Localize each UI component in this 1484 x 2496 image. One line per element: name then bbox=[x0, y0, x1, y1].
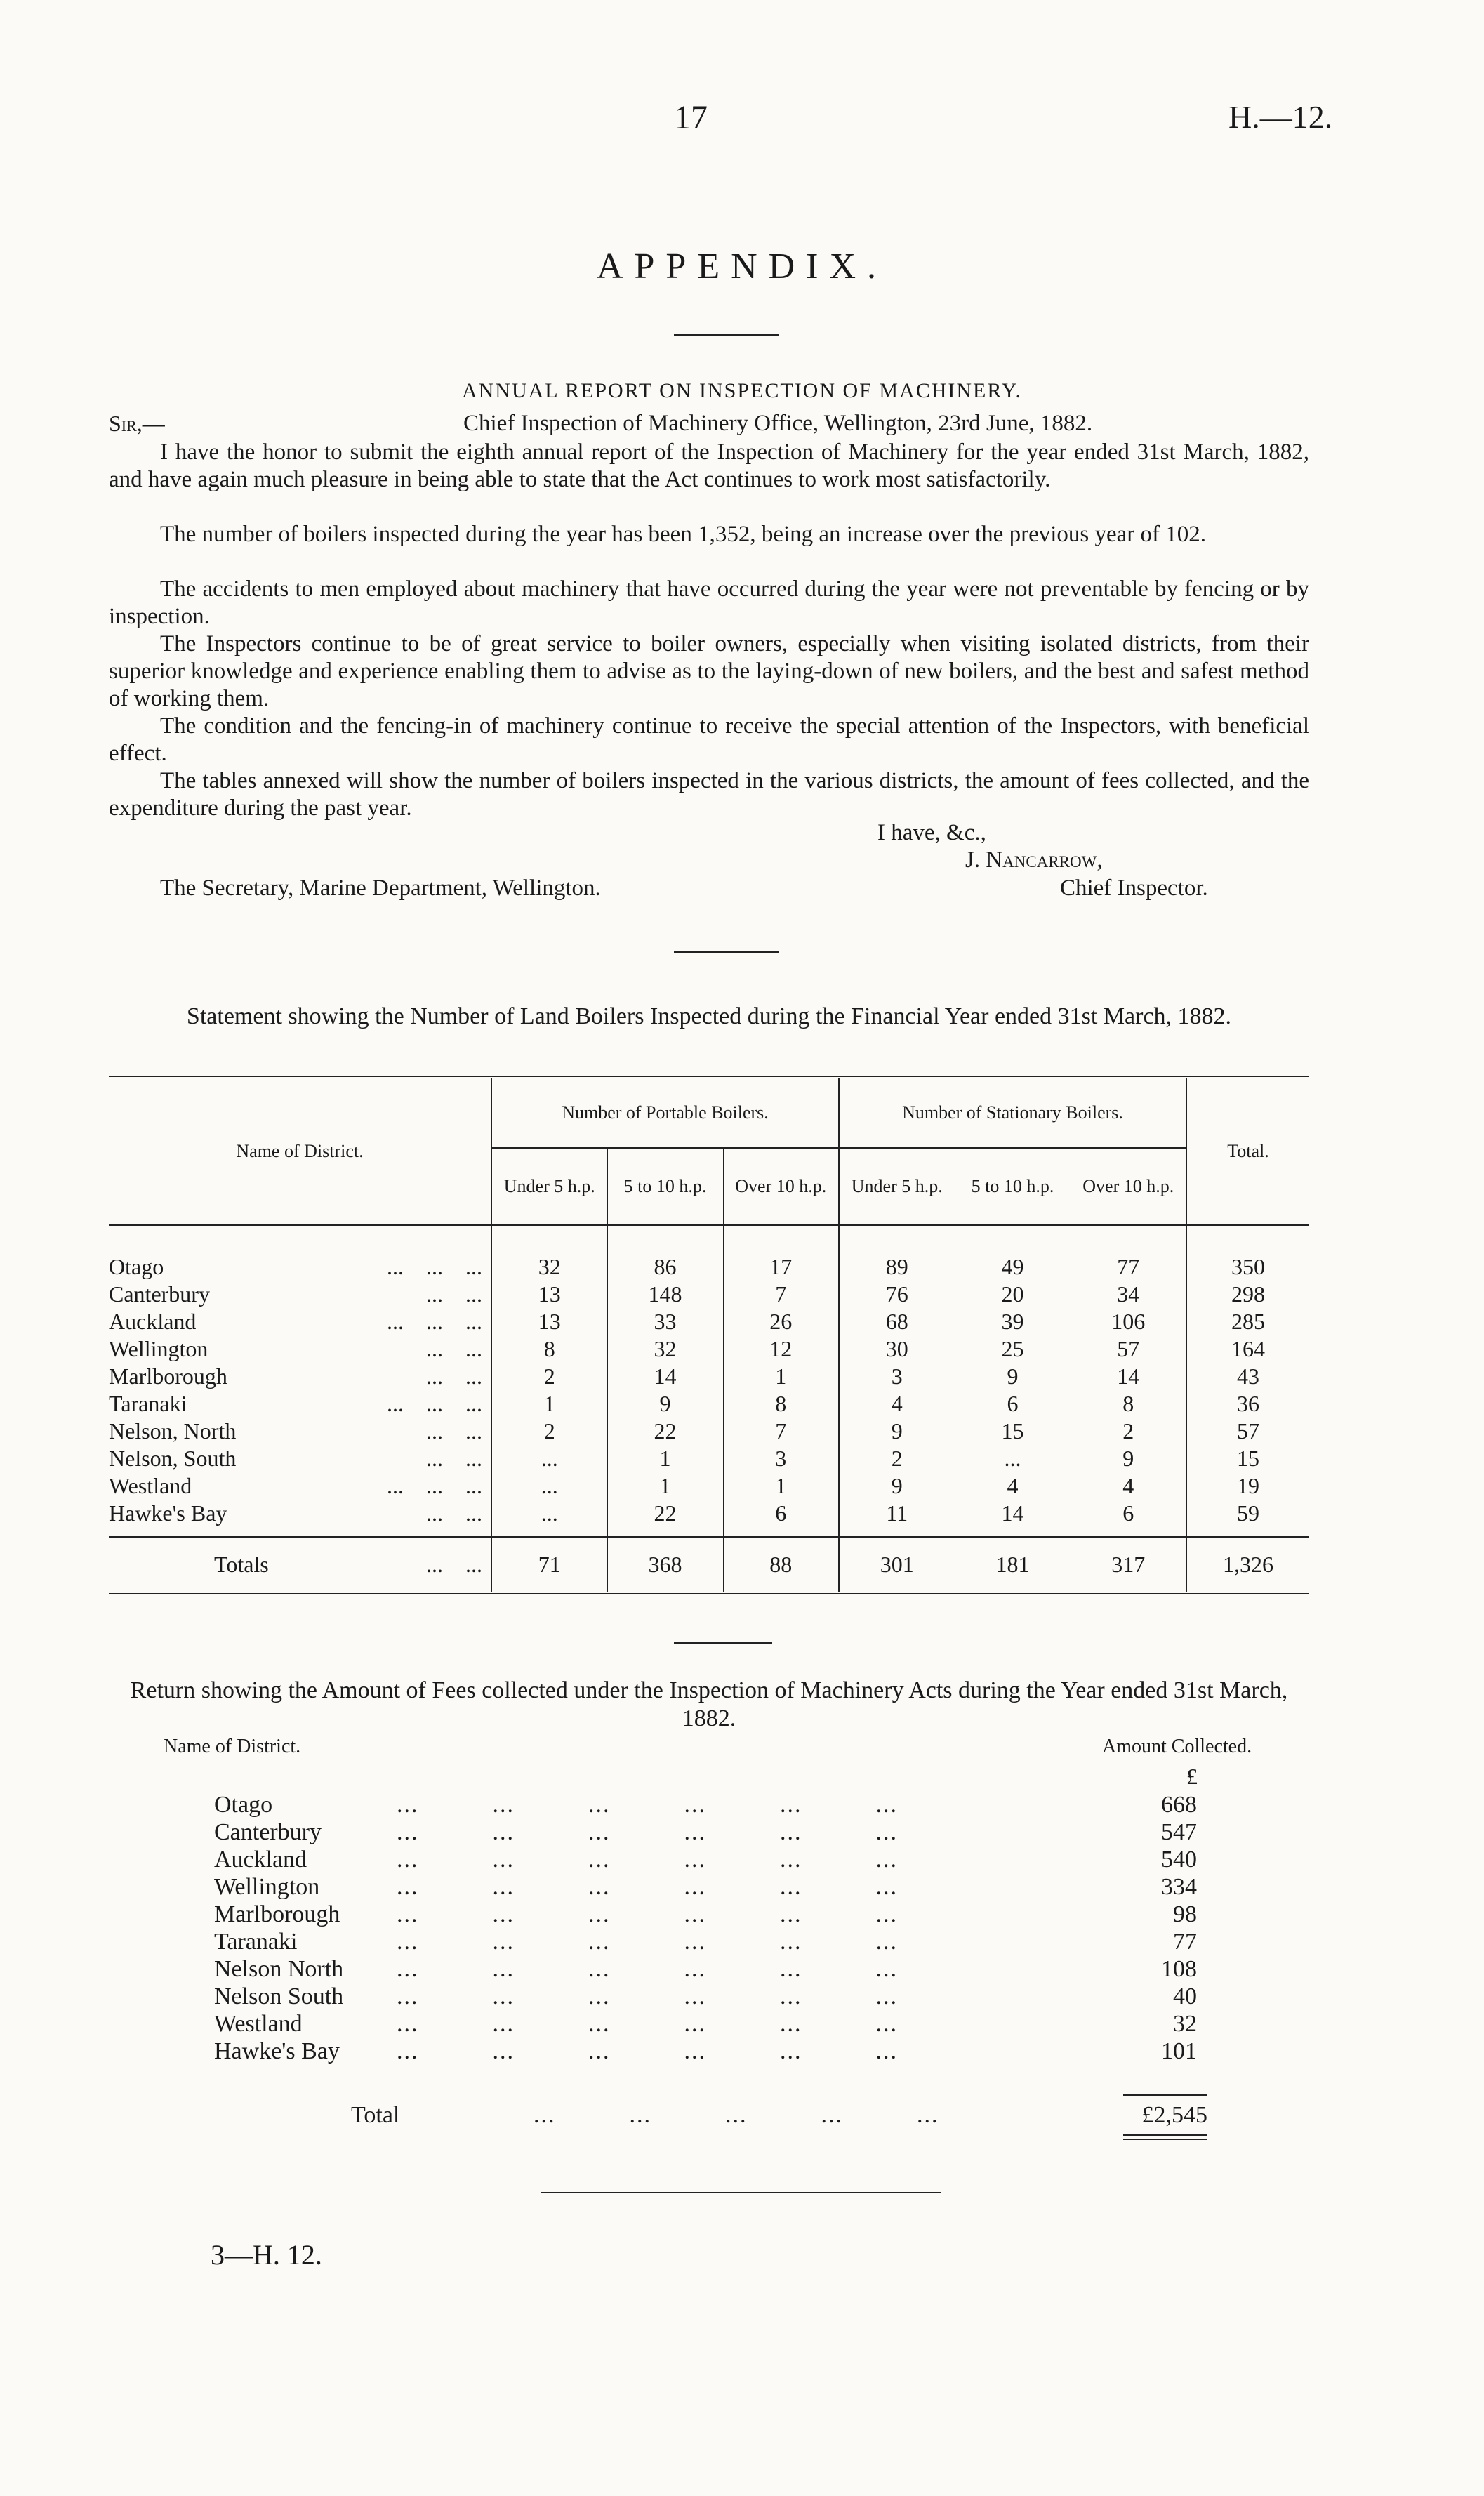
leader-dots: ... ... ... ... ... ... bbox=[397, 1983, 898, 2009]
cell-total: 1,326 bbox=[1186, 1537, 1309, 1593]
cell-total: 43 bbox=[1186, 1363, 1309, 1390]
table-row bbox=[109, 1225, 1309, 1281]
col-header-district: Name of District. bbox=[109, 1078, 491, 1225]
district-name: Otago bbox=[109, 1254, 164, 1279]
cell-p1: ... bbox=[491, 1445, 607, 1472]
section-divider bbox=[674, 951, 779, 953]
leader-dots: ... ... bbox=[426, 1335, 482, 1361]
cell-p1: 32 bbox=[491, 1225, 607, 1281]
cell-s3: 6 bbox=[1071, 1500, 1186, 1527]
fees-row bbox=[214, 1956, 1197, 1983]
section-divider bbox=[674, 1642, 772, 1644]
cell-s1: 9 bbox=[839, 1472, 955, 1500]
district-name: Auckland bbox=[109, 1308, 197, 1334]
cell-s3: 106 bbox=[1071, 1308, 1186, 1335]
report-paragraph: The number of boilers inspected during the year has been 1,352, being an increase over the previous year of 102. bbox=[160, 522, 1206, 547]
leader-dots: ... ... ... bbox=[387, 1390, 482, 1416]
district-name: Westland bbox=[109, 1472, 192, 1498]
cell-s1: 68 bbox=[839, 1308, 955, 1335]
cell-p1: 2 bbox=[491, 1363, 607, 1390]
currency-symbol: £ bbox=[1186, 1764, 1198, 1789]
cell-p3: 88 bbox=[723, 1537, 839, 1593]
cell-p3: 12 bbox=[723, 1335, 839, 1363]
fees-row bbox=[214, 1819, 1197, 1847]
cell-s2: 20 bbox=[955, 1281, 1071, 1308]
salutation: Sir,— bbox=[109, 411, 165, 436]
title-divider bbox=[674, 334, 779, 336]
cell-p1: 71 bbox=[491, 1537, 607, 1593]
statement-title: Statement showing the Number of Land Boilers Inspected during the Financial Year ended 31st March, 1882. bbox=[186, 1003, 1232, 1029]
cell-s3: 14 bbox=[1071, 1363, 1186, 1390]
leader-dots: ... ... ... ... ... bbox=[534, 2102, 939, 2128]
fees-row bbox=[214, 1792, 1197, 1819]
table-row bbox=[109, 1445, 1309, 1472]
cell-s1: 3 bbox=[839, 1363, 955, 1390]
table-row bbox=[109, 1418, 1309, 1445]
addressee: The Secretary, Marine Department, Wellington. bbox=[160, 876, 601, 901]
fees-row bbox=[214, 2011, 1197, 2038]
cell-s2: 49 bbox=[955, 1225, 1071, 1281]
page-title: APPENDIX. bbox=[596, 246, 888, 286]
leader-dots: ... ... bbox=[426, 1281, 482, 1307]
cell-total: 298 bbox=[1186, 1281, 1309, 1308]
fees-row bbox=[214, 2038, 1197, 2066]
cell-s2: 9 bbox=[955, 1363, 1071, 1390]
cell-p1: 13 bbox=[491, 1308, 607, 1335]
cell-p1: 1 bbox=[491, 1390, 607, 1418]
signer-title: Chief Inspector. bbox=[1060, 876, 1208, 901]
total-double-rule bbox=[1123, 2139, 1207, 2140]
footer-divider bbox=[541, 2192, 941, 2193]
cell-s1: 11 bbox=[839, 1500, 955, 1527]
cell-s3: 4 bbox=[1071, 1472, 1186, 1500]
report-paragraph: I have the honor to submit the eighth annual report of the Inspection of Machinery for the year ended 31st March, 1882, and have again much pleasure in being able to state that the Act continues to work most satisfactorily. bbox=[109, 440, 1309, 492]
fees-total-label: Total bbox=[351, 2102, 400, 2128]
cell-s1: 2 bbox=[839, 1445, 955, 1472]
amount-collected: 98 bbox=[1173, 1901, 1197, 1927]
report-paragraph: The tables annexed will show the number of boilers inspected in the various districts, the amount of fees collected, and the expenditure during the past year. bbox=[109, 768, 1309, 821]
cell-p2: 22 bbox=[607, 1418, 723, 1445]
cell-s3: 77 bbox=[1071, 1225, 1186, 1281]
col-header-over10: Over 10 h.p. bbox=[723, 1148, 839, 1225]
leader-dots: ... ... ... ... ... ... bbox=[397, 2011, 898, 2037]
cell-p2: 368 bbox=[607, 1537, 723, 1593]
cell-total: 19 bbox=[1186, 1472, 1309, 1500]
leader-dots: ... ... bbox=[426, 1551, 482, 1577]
cell-s1: 9 bbox=[839, 1418, 955, 1445]
cell-p3: 8 bbox=[723, 1390, 839, 1418]
cell-total: 59 bbox=[1186, 1500, 1309, 1527]
cell-s3: 9 bbox=[1071, 1445, 1186, 1472]
report-paragraph: The accidents to men employed about machinery that have occurred during the year were not preventable by fencing or by inspection. bbox=[109, 576, 1309, 629]
cell-p1: 2 bbox=[491, 1418, 607, 1445]
signer-name: J. Nancarrow, bbox=[965, 847, 1103, 873]
cell-s1: 76 bbox=[839, 1281, 955, 1308]
cell-total: 15 bbox=[1186, 1445, 1309, 1472]
table-row bbox=[109, 1363, 1309, 1390]
cell-s3: 34 bbox=[1071, 1281, 1186, 1308]
amount-collected: 40 bbox=[1173, 1983, 1197, 2009]
cell-s2: 6 bbox=[955, 1390, 1071, 1418]
leader-dots: ... ... bbox=[426, 1500, 482, 1526]
fees-row bbox=[214, 1929, 1197, 1956]
cell-p3: 7 bbox=[723, 1418, 839, 1445]
cell-p2: 22 bbox=[607, 1500, 723, 1527]
district-name: Wellington bbox=[109, 1335, 208, 1361]
cell-p2: 32 bbox=[607, 1335, 723, 1363]
leader-dots: ... ... bbox=[426, 1418, 482, 1444]
amount-collected: 77 bbox=[1173, 1929, 1197, 1955]
district-name: Nelson, North bbox=[109, 1418, 237, 1444]
cell-s2: 15 bbox=[955, 1418, 1071, 1445]
amount-collected: 32 bbox=[1173, 2011, 1197, 2037]
cell-s3: 8 bbox=[1071, 1390, 1186, 1418]
cell-p1: ... bbox=[491, 1472, 607, 1500]
amount-collected: 334 bbox=[1161, 1874, 1197, 1900]
cell-total: 36 bbox=[1186, 1390, 1309, 1418]
cell-p2: 1 bbox=[607, 1472, 723, 1500]
sender-line: Chief Inspection of Machinery Office, Wellington, 23rd June, 1882. bbox=[463, 411, 1093, 436]
report-paragraph: The Inspectors continue to be of great service to boiler owners, especially when visiting isolated districts, from their superior knowledge and experience enabling them to advise as to the laying-down of new boilers, and the best and safest method of working them. bbox=[109, 631, 1309, 711]
cell-p2: 33 bbox=[607, 1308, 723, 1335]
leader-dots: ... ... ... ... ... ... bbox=[397, 2038, 898, 2064]
leader-dots: ... ... ... ... ... ... bbox=[397, 1874, 898, 1900]
district-name: Nelson North bbox=[214, 1956, 344, 1982]
district-name: Nelson, South bbox=[109, 1445, 237, 1471]
fees-amount-header: Amount Collected. bbox=[1102, 1736, 1252, 1757]
report-heading: ANNUAL REPORT ON INSPECTION OF MACHINERY. bbox=[461, 379, 1023, 402]
footer-reference: 3—H. 12. bbox=[211, 2239, 322, 2271]
table-row bbox=[109, 1308, 1309, 1335]
amount-collected: 101 bbox=[1161, 2038, 1197, 2064]
amount-collected: 547 bbox=[1161, 1819, 1197, 1845]
col-header-portable: Number of Portable Boilers. bbox=[491, 1078, 839, 1148]
table-row bbox=[109, 1335, 1309, 1363]
leader-dots: ... ... ... bbox=[387, 1308, 482, 1334]
leader-dots: ... ... ... ... ... ... bbox=[397, 1956, 898, 1982]
spacer-row bbox=[109, 1527, 1309, 1537]
district-name: Canterbury bbox=[214, 1819, 322, 1845]
cell-p3: 7 bbox=[723, 1281, 839, 1308]
cell-p2: 86 bbox=[607, 1225, 723, 1281]
amount-collected: 540 bbox=[1161, 1847, 1197, 1873]
cell-s3: 317 bbox=[1071, 1537, 1186, 1593]
cell-s3: 57 bbox=[1071, 1335, 1186, 1363]
col-header-stationary: Number of Stationary Boilers. bbox=[839, 1078, 1186, 1148]
total-rule bbox=[1123, 2094, 1207, 2096]
cell-p3: 3 bbox=[723, 1445, 839, 1472]
table-row bbox=[109, 1281, 1309, 1308]
cell-s1: 30 bbox=[839, 1335, 955, 1363]
cell-s1: 4 bbox=[839, 1390, 955, 1418]
cell-p3: 6 bbox=[723, 1500, 839, 1527]
cell-p2: 14 bbox=[607, 1363, 723, 1390]
district-name: Canterbury bbox=[109, 1281, 210, 1307]
district-name: Otago bbox=[214, 1792, 273, 1818]
document-reference: H.—12. bbox=[1228, 99, 1333, 135]
fees-name-header: Name of District. bbox=[164, 1736, 301, 1757]
fees-row bbox=[214, 1874, 1197, 1901]
cell-p3: 17 bbox=[723, 1225, 839, 1281]
amount-collected: 108 bbox=[1161, 1956, 1197, 1982]
col-header-total: Total. bbox=[1186, 1078, 1309, 1225]
district-name: Hawke's Bay bbox=[109, 1500, 227, 1526]
total-double-rule bbox=[1123, 2134, 1207, 2136]
col-header-5to10: 5 to 10 h.p. bbox=[607, 1148, 723, 1225]
amount-collected: 668 bbox=[1161, 1792, 1197, 1818]
district-name: Hawke's Bay bbox=[214, 2038, 340, 2064]
cell-s1: 301 bbox=[839, 1537, 955, 1593]
leader-dots: ... ... ... ... ... ... bbox=[397, 1819, 898, 1845]
leader-dots: ... ... bbox=[426, 1363, 482, 1389]
closing-line: I have, &c., bbox=[877, 820, 986, 845]
report-paragraph: The condition and the fencing-in of machinery continue to receive the special attention of the Inspectors, with beneficial effect. bbox=[109, 713, 1309, 766]
cell-total: 350 bbox=[1186, 1225, 1309, 1281]
table-row bbox=[109, 1390, 1309, 1418]
col-header-over10: Over 10 h.p. bbox=[1071, 1148, 1186, 1225]
cell-p1: 8 bbox=[491, 1335, 607, 1363]
leader-dots: ... ... ... ... ... ... bbox=[397, 1847, 898, 1873]
leader-dots: ... ... ... ... ... ... bbox=[397, 1901, 898, 1927]
district-name: Marlborough bbox=[214, 1901, 340, 1927]
cell-p2: 148 bbox=[607, 1281, 723, 1308]
cell-total: 164 bbox=[1186, 1335, 1309, 1363]
fees-row bbox=[214, 1983, 1197, 2011]
fees-row bbox=[214, 1847, 1197, 1874]
cell-p3: 26 bbox=[723, 1308, 839, 1335]
totals-label: Totals bbox=[214, 1551, 269, 1577]
cell-p1: ... bbox=[491, 1500, 607, 1527]
leader-dots: ... ... ... ... ... ... bbox=[397, 1929, 898, 1955]
col-header-under5: Under 5 h.p. bbox=[839, 1148, 955, 1225]
cell-s2: 14 bbox=[955, 1500, 1071, 1527]
cell-p1: 13 bbox=[491, 1281, 607, 1308]
cell-s3: 2 bbox=[1071, 1418, 1186, 1445]
cell-p3: 1 bbox=[723, 1363, 839, 1390]
table-row bbox=[109, 1500, 1309, 1527]
leader-dots: ... ... ... bbox=[387, 1472, 482, 1498]
district-name: Westland bbox=[214, 2011, 303, 2037]
cell-total: 57 bbox=[1186, 1418, 1309, 1445]
cell-p2: 1 bbox=[607, 1445, 723, 1472]
cell-s2: 4 bbox=[955, 1472, 1071, 1500]
leader-dots: ... ... ... ... ... ... bbox=[397, 1792, 898, 1818]
fees-row bbox=[214, 1901, 1197, 1929]
cell-p3: 1 bbox=[723, 1472, 839, 1500]
district-name: Nelson South bbox=[214, 1983, 344, 2009]
fees-title: Return showing the Amount of Fees collected under the Inspection of Machinery Acts during the Year ended 31st March, 1882. bbox=[130, 1677, 1288, 1731]
cell-s2: 25 bbox=[955, 1335, 1071, 1363]
district-name: Auckland bbox=[214, 1847, 307, 1873]
cell-s2: 39 bbox=[955, 1308, 1071, 1335]
page-number: 17 bbox=[674, 99, 708, 136]
cell-s2: ... bbox=[955, 1445, 1071, 1472]
col-header-under5: Under 5 h.p. bbox=[491, 1148, 607, 1225]
cell-s1: 89 bbox=[839, 1225, 955, 1281]
leader-dots: ... ... bbox=[426, 1445, 482, 1471]
cell-total: 285 bbox=[1186, 1308, 1309, 1335]
table-row bbox=[109, 1472, 1309, 1500]
fees-total-amount: £2,545 bbox=[1141, 2102, 1207, 2128]
district-name: Taranaki bbox=[109, 1390, 187, 1416]
district-name: Taranaki bbox=[214, 1929, 298, 1955]
totals-row bbox=[109, 1537, 1309, 1593]
cell-s2: 181 bbox=[955, 1537, 1071, 1593]
leader-dots: ... ... ... bbox=[387, 1254, 482, 1279]
district-name: Marlborough bbox=[109, 1363, 227, 1389]
cell-p2: 9 bbox=[607, 1390, 723, 1418]
boilers-table bbox=[109, 1076, 1309, 1594]
district-name: Wellington bbox=[214, 1874, 320, 1900]
col-header-5to10: 5 to 10 h.p. bbox=[955, 1148, 1071, 1225]
